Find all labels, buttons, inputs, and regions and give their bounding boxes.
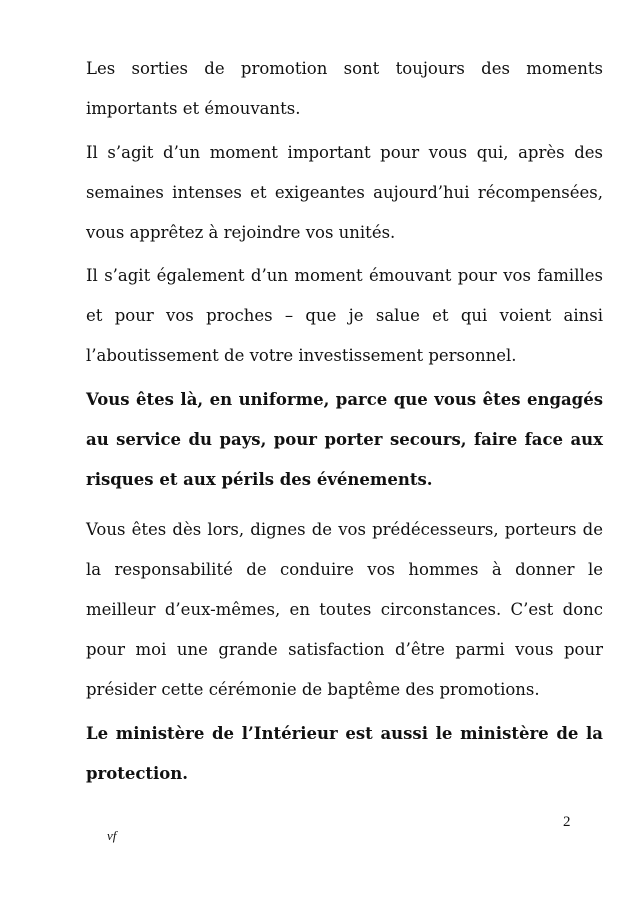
page-number: 2 — [563, 814, 571, 830]
footer-initials: vf — [107, 828, 117, 843]
paragraph-1: Les sorties de promotion sont toujours des moments importants et émouvants. — [86, 59, 603, 118]
paragraph-4-bold: Vous êtes là, en uniforme, parce que vous êtes engagés au service du pays, pour porter secours, faire face aux risques et aux périls des événements. — [86, 390, 603, 489]
paragraph-5: Vous êtes dès lors, dignes de vos prédécesseurs, porteurs de la responsabilité de conduire vos hommes à donner le meilleur d’eux-mêmes, en toutes circonstances. C’est donc pour moi une grande satisfaction d’être parmi vous pour présider cette cérémonie de baptême des promotions. — [86, 520, 603, 699]
paragraph-2: Il s’agit d’un moment important pour vous qui, après des semaines intenses et exigeantes aujourd’hui récompensées, vous apprêtez à rejoindre vos unités. — [86, 143, 603, 242]
paragraph-3: Il s’agit également d’un moment émouvant pour vos familles et pour vos proches – que je salue et qui voient ainsi l’aboutissement de votre investissement personnel. — [86, 266, 603, 365]
paragraph-6-bold: Le ministère de l’Intérieur est aussi le ministère de la protection. — [86, 724, 603, 783]
